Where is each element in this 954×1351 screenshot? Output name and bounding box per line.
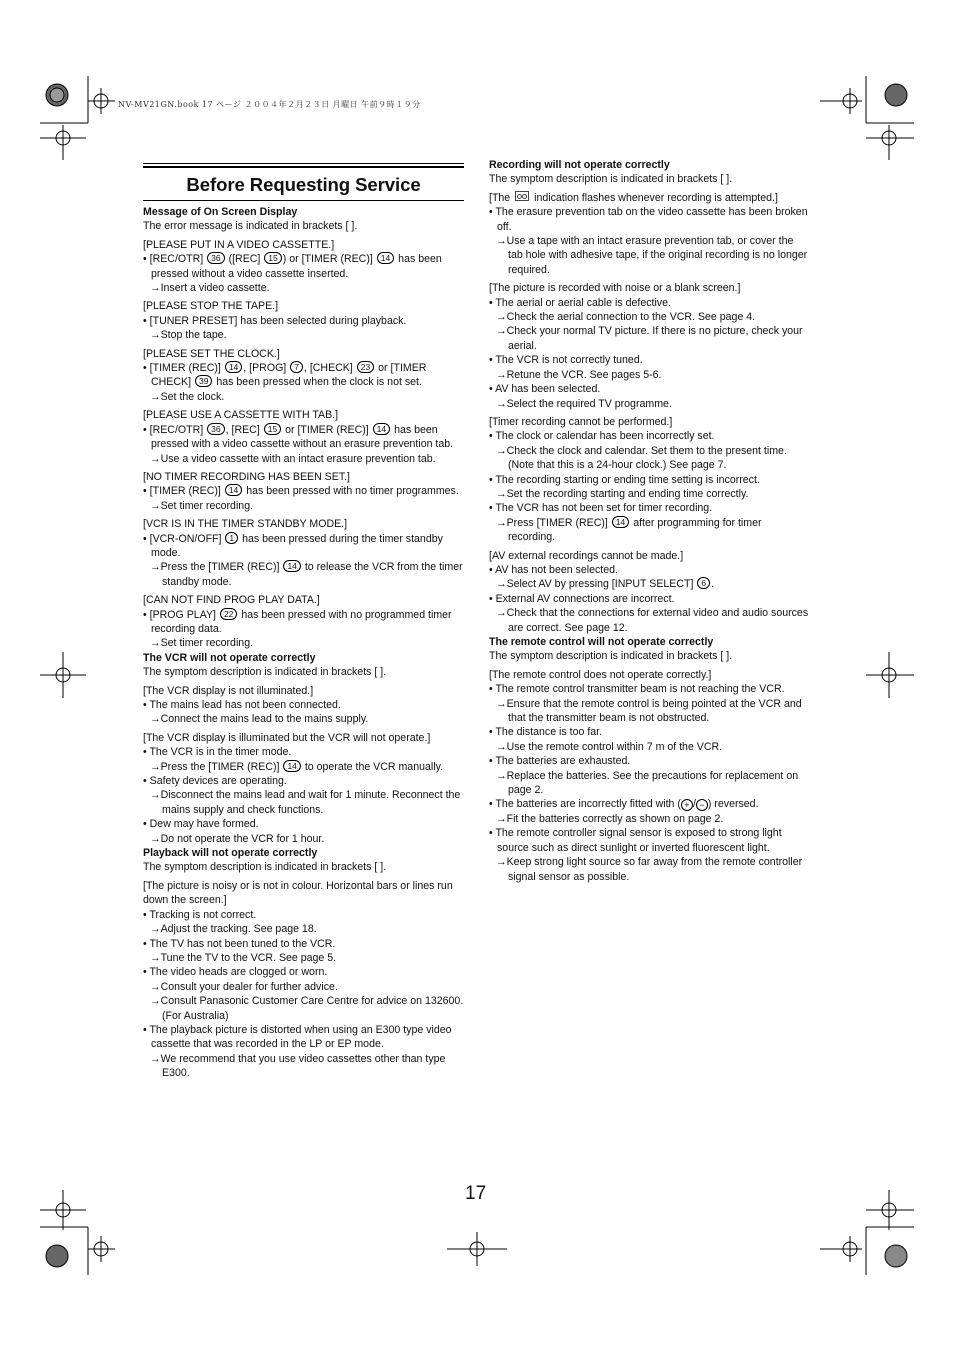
title-rule-bottom	[143, 200, 464, 201]
button-number-badge: 14	[283, 760, 300, 772]
bullet-item: • The recording starting or ending time setting is incorrect.	[489, 473, 760, 486]
button-number-badge: 23	[357, 361, 374, 373]
bullet-item: • AV has been selected.	[489, 383, 601, 396]
bullet-item: • [TUNER PRESET] has been selected during playback.	[143, 314, 407, 327]
bullet-item: • The batteries are incorrectly fitted with ( + / − ) reversed.	[489, 798, 759, 811]
print-header-meta: NV-MV21GN.book 17 ページ ２００４年２月２３日 月曜日 午前９時１９分	[118, 100, 421, 109]
symptom-title: [The VCR display is not illuminated.]	[143, 684, 314, 697]
minus-icon: −	[696, 799, 708, 811]
bullet-item: • The VCR is in the timer mode.	[143, 746, 292, 759]
button-number-badge: 14	[283, 560, 300, 572]
section-heading-osd: Message of On Screen Display	[143, 206, 298, 218]
section-heading-remote: The remote control will not operate correctly	[489, 636, 714, 648]
remedy-item: →Select AV by pressing [INPUT SELECT] 6 .	[496, 578, 715, 591]
title-rule-top-thick	[143, 166, 464, 168]
section-heading-vcr: The VCR will not operate correctly	[143, 651, 316, 664]
button-number-badge: 36	[207, 423, 224, 435]
remedy-item: →Select the required TV programme.	[496, 397, 672, 410]
button-number-badge: 14	[377, 252, 394, 264]
bullet-item: • The batteries are exhausted.	[489, 755, 631, 768]
bullet-item: • The VCR has not been set for timer recording.	[489, 502, 713, 515]
remedy-item: →Disconnect the mains lead and wait for 1 minute. Reconnect the mains supply and check functions.	[150, 789, 461, 816]
button-number-badge: 14	[225, 361, 242, 373]
remedy-item: →Replace the batteries. See the precautions for replacement on page 2.	[496, 769, 799, 797]
button-number-badge: 6	[697, 577, 710, 589]
remedy-item: →Ensure that the remote control is being pointed at the VCR and that the transmitter beam is not obstructed.	[496, 697, 802, 725]
remedy-item: →Set timer recording.	[150, 637, 254, 650]
bullet-item: • [TIMER (REC)] 14 , [PROG] 7 , [CHECK] 23 or [TIMER CHECK] 39 has been pressed when the clock is not set.	[143, 362, 427, 389]
bullet-item: • [TIMER (REC)] 14 has been pressed with no timer programmes.	[143, 485, 459, 498]
remedy-item: →Consult your dealer for further advice.	[150, 980, 338, 993]
button-number-badge: 15	[264, 423, 281, 435]
symptom-title: [AV external recordings cannot be made.]	[489, 549, 684, 562]
title-rule-top	[143, 163, 464, 164]
symptom-title: [The picture is recorded with noise or a blank screen.]	[489, 282, 741, 295]
section-heading-playback: Playback will not operate correctly	[143, 847, 318, 860]
plus-icon: +	[681, 799, 693, 811]
remedy-item: →We recommend that you use video cassettes other than type E300.	[150, 1052, 446, 1080]
bullet-item: • The clock or calendar has been incorrectly set.	[489, 430, 715, 443]
bullet-item: • [VCR-ON/OFF] 1 has been pressed during the timer standby mode.	[143, 532, 443, 559]
symptom-title: [The picture is noisy or is not in colour. Horizontal bars or lines run down the screen.]	[143, 879, 453, 907]
button-number-badge: 36	[207, 252, 224, 264]
remedy-item: →Insert a video cassette.	[150, 282, 270, 295]
left-column	[143, 205, 465, 1081]
button-number-badge: 15	[264, 252, 281, 264]
remedy-item: →Keep strong light source so far away from the remote controller signal sensor as possible.	[496, 856, 803, 883]
bullet-item: • The remote controller signal sensor is exposed to strong light source such as direct sunlight or inverted fluorescent light.	[489, 827, 782, 854]
message-title: [PLEASE SET THE CLOCK.]	[143, 347, 280, 360]
button-number-badge: 14	[225, 484, 242, 496]
remedy-item: →Adjust the tracking. See page 18.	[150, 923, 317, 936]
message-title: [PLEASE PUT IN A VIDEO CASSETTE.]	[143, 238, 335, 251]
remedy-item: →Stop the tape.	[150, 329, 227, 342]
remedy-item: →Check the aerial connection to the VCR. See page 4.	[496, 311, 756, 324]
button-number-badge: 14	[373, 423, 390, 435]
bullet-item: • The playback picture is distorted when using an E300 type video cassette that was recorded in the LP or EP mode.	[143, 1023, 452, 1051]
remedy-item: →Press the [TIMER (REC)] 14 to operate the VCR manually.	[150, 760, 444, 773]
symptom-title: [Timer recording cannot be performed.]	[489, 415, 673, 428]
bullet-item: • External AV connections are incorrect.	[489, 592, 675, 605]
button-number-badge: 39	[195, 375, 212, 387]
remedy-item: →Use a tape with an intact erasure prevention tab, or cover the tab hole with adhesive tape, if the original recording is no longer required.	[496, 235, 808, 276]
page-number: 17	[465, 1183, 487, 1204]
section-desc: The error message is indicated in brackets [ ].	[143, 220, 358, 233]
bullet-item: • [REC/OTR] 36 ([REC] 15 ) or [TIMER (REC)] 14 has been pressed without a video cassette inserted.	[143, 253, 442, 280]
section-desc: The symptom description is indicated in brackets [ ].	[143, 666, 387, 679]
symptom-title: [The indication flashes whenever recording is attempted.]	[489, 191, 778, 204]
remedy-item: →Consult Panasonic Customer Care Centre for advice on 132600. (For Australia)	[150, 995, 464, 1022]
remedy-item: →Check that the connections for external video and audio sources are correct. See page 12.	[496, 607, 809, 634]
remedy-item: →Press [TIMER (REC)] 14 after programming for timer recording.	[496, 516, 762, 544]
bullet-item: • The erasure prevention tab on the video cassette has been broken off.	[489, 206, 808, 233]
remedy-item: →Connect the mains lead to the mains supply.	[150, 713, 369, 726]
bullet-item: • The TV has not been tuned to the VCR.	[143, 937, 336, 950]
button-number-badge: 1	[225, 532, 238, 544]
button-number-badge: 14	[612, 516, 629, 528]
section-desc: The symptom description is indicated in brackets [ ].	[143, 861, 387, 874]
message-title: [PLEASE STOP THE TAPE.]	[143, 300, 279, 313]
remedy-item: →Use the remote control within 7 m of the VCR.	[496, 740, 723, 753]
message-title: [PLEASE USE A CASSETTE WITH TAB.]	[143, 409, 339, 422]
right-column	[489, 158, 811, 884]
section-desc: The symptom description is indicated in brackets [ ].	[489, 173, 733, 186]
message-title: [NO TIMER RECORDING HAS BEEN SET.]	[143, 470, 351, 483]
cassette-icon	[515, 191, 529, 201]
bullet-item: • The VCR is not correctly tuned.	[489, 354, 643, 367]
remedy-item: →Set timer recording.	[150, 499, 254, 512]
section-heading-recording: Recording will not operate correctly	[489, 159, 670, 171]
message-title: [CAN NOT FIND PROG PLAY DATA.]	[143, 594, 320, 607]
remedy-item: →Use a video cassette with an intact erasure prevention tab.	[150, 452, 436, 465]
title-block	[143, 163, 464, 203]
remedy-item: →Set the recording starting and ending time correctly.	[496, 487, 749, 500]
page-title: Before Requesting Service	[186, 174, 421, 195]
bullet-item: • The mains lead has not been connected.	[143, 699, 341, 711]
bullet-item: • AV has not been selected.	[489, 563, 618, 576]
remedy-item: →Fit the batteries correctly as shown on page 2.	[496, 812, 724, 825]
symptom-title: [The VCR display is illuminated but the VCR will not operate.]	[143, 731, 431, 744]
bullet-item: • [PROG PLAY] 22 has been pressed with no programmed timer recording data.	[143, 608, 452, 635]
remedy-item: →Check your normal TV picture. If there is no picture, check your aerial.	[496, 325, 803, 352]
bullet-item: • The aerial or aerial cable is defective.	[489, 296, 671, 309]
message-title: [VCR IS IN THE TIMER STANDBY MODE.]	[143, 518, 348, 531]
bullet-item: • The remote control transmitter beam is not reaching the VCR.	[489, 683, 785, 696]
remedy-item: →Retune the VCR. See pages 5-6.	[496, 368, 662, 381]
bullet-item: • [REC/OTR] 36 , [REC] 15 or [TIMER (REC)] 14 has been pressed with a video cassette without an erasure prevention tab.	[143, 423, 454, 451]
bullet-item: • Dew may have formed.	[143, 818, 259, 831]
button-number-badge: 22	[220, 608, 237, 620]
remedy-item: →Set the clock.	[150, 390, 225, 403]
bullet-item: • The video heads are clogged or worn.	[143, 966, 328, 979]
remedy-item: →Tune the TV to the VCR. See page 5.	[150, 951, 337, 964]
symptom-title: [The remote control does not operate correctly.]	[489, 668, 712, 681]
bullet-item: • Tracking is not correct.	[143, 908, 257, 921]
section-desc: The symptom description is indicated in brackets [ ].	[489, 650, 733, 663]
bullet-item: • The distance is too far.	[489, 726, 603, 739]
remedy-item: →Check the clock and calendar. Set them to the present time. (Note that this is a 24-hour clock.) See page 7.	[496, 444, 787, 472]
remedy-item: →Do not operate the VCR for 1 hour.	[150, 832, 325, 845]
remedy-item: →Press the [TIMER (REC)] 14 to release the VCR from the timer standby mode.	[150, 561, 463, 588]
bullet-item: • Safety devices are operating.	[143, 775, 287, 788]
button-number-badge: 7	[290, 361, 303, 373]
